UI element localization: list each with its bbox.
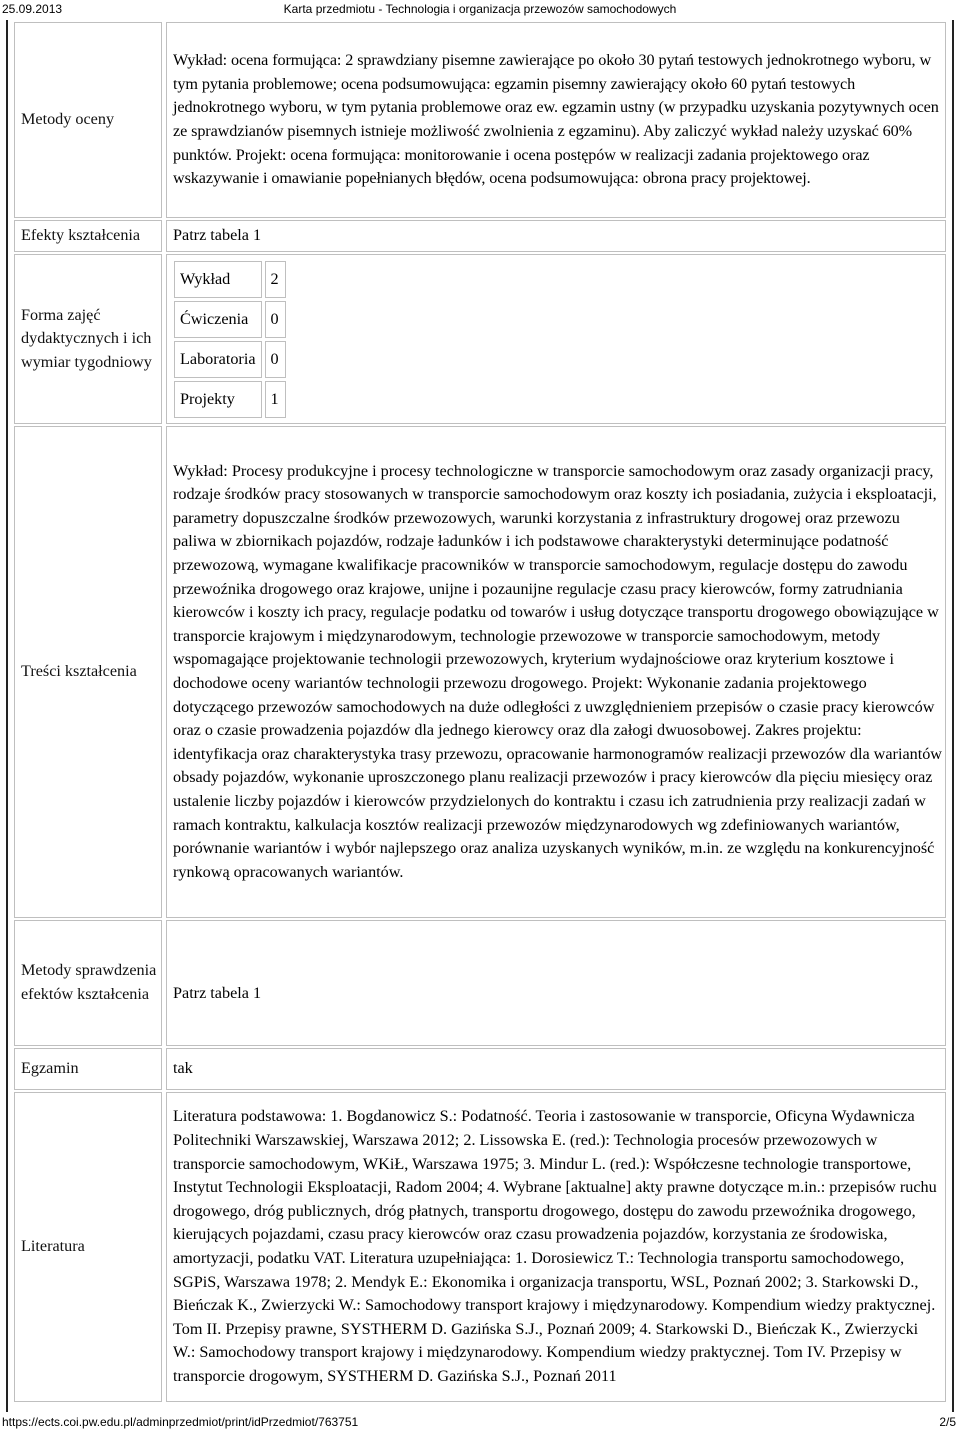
row-metody-sprawdzenia (14, 920, 946, 1046)
hours-value: 0 (265, 301, 286, 338)
hours-type: Ćwiczenia (174, 301, 262, 338)
hours-value: 1 (265, 381, 286, 418)
hours-table (171, 258, 289, 421)
hours-value: 2 (265, 261, 286, 298)
row-metody-oceny (14, 22, 946, 218)
value-metody-sprawdzenia: Patrz tabela 1 (166, 920, 946, 1046)
value-efekty: Patrz tabela 1 (166, 220, 946, 252)
label-egzamin: Egzamin (14, 1048, 162, 1090)
hours-row (174, 341, 286, 378)
print-date: 25.09.2013 (2, 2, 63, 16)
print-url: https://ects.coi.pw.edu.pl/adminprzedmiot/print/idPrzedmiot/763751 (2, 1415, 359, 1429)
row-forma-zajec (14, 254, 946, 424)
label-efekty: Efekty kształcenia (14, 220, 162, 252)
value-tresci: Wykład: Procesy produkcyjne i procesy technologiczne w transporcie samochodowym oraz zasady organizacji pracy, rodzaje środków pracy stosowanych w transporcie samochodowym oraz koszty ich posiadania, zużycia i eksploatacji, parametry dopuszczalne środków przewozowych, warunki korzystania z infrastruktury drogowej oraz przewozu paliwa w zbiornikach pojazdów, rodzaje ładunków i ich podstawowe charakterystyki determinujące podatność przewozową, wymagane kwalifikacje pracowników w transporcie samochodowym, regulacje dostępu do zawodu przewoźnika drogowego oraz krajowe, unijne i pozaunijne regulacje czasu pracy kierowców, formy zatrudniania kierowców i koszty ich pracy, regulacje podatku od towarów i usług dotyczące transportu drogowego obowiązujące w transporcie krajowym i międzynarodowym, technologie przewozowe w transporcie samochodowym, metody wspomagające projektowanie technologii przewozowych, kryterium wydajnościowe oraz kryterium kosztowe i dochodowe oceny wariantów technologii przewozu drogowego. Projekt: Wykonanie zadania projektowego dotyczącego przewozów samochodowych na duże odległości z uwzględnieniem przepisów o czasie pracy kierowców oraz o czasie prowadzenia pojazdów dla jednego kierowcy oraz dla załogi dwuosobowej. Zakres projektu: identyfikacja oraz charakterystyka trasy przewozu, opracowanie harmonogramów realizacji przewozów dla wariantów obsady pojazdów, wykonanie uproszczonego planu realizacji przewozów i pracy kierowców dla pięciu miesięcy oraz ustalenie liczby pojazdów i kierowców przydzielonych do kontraktu i czasu ich zatrudnienia przy realizacji zadań w ramach kontraktu, kalkulacja kosztów realizacji przewozów międzynarodowych wg zdefiniowanych wariantów, porównanie wariantów i wybór najlepszego oraz analiza uzyskanych wyników, m.in. ze względu na konkurencyjność rynkową opracowanych wariantów. (166, 426, 946, 918)
row-efekty (14, 220, 946, 252)
row-tresci (14, 426, 946, 918)
label-tresci: Treści kształcenia (14, 426, 162, 918)
page-number: 2/5 (939, 1415, 956, 1429)
right-page-edge (952, 20, 960, 1412)
course-card-table (10, 20, 950, 1404)
hours-type: Wykład (174, 261, 262, 298)
label-metody-sprawdzenia: Metody sprawdzenia efektów kształcenia (14, 920, 162, 1046)
row-literatura (14, 1092, 946, 1402)
left-page-edge (0, 20, 8, 1412)
value-metody-oceny: Wykład: ocena formująca: 2 sprawdziany pisemne zawierające po około 30 pytań testowych jednokrotnego wyboru, w tym pytania problemowe; ocena podsumowująca: egzamin pisemny zawierający około 60 pytań testowych jednokrotnego wyboru, w tym pytania problemowe oraz ew. egzamin ustny (w przypadku uzyskania pozytywnych ocen ze sprawdzianów pisemnych istnieje możliwość zwolnienia z egzaminu). Aby zaliczyć wykład należy uzyskać 60% punktów. Projekt: ocena formująca: monitorowanie i ocena postępów w realizacji zadania projektowego oraz wskazywanie i omawianie popełnianych błędów, ocena podsumowująca: obrona pracy projektowej. (166, 22, 946, 218)
value-forma-zajec (166, 254, 946, 424)
hours-row (174, 301, 286, 338)
value-literatura: Literatura podstawowa: 1. Bogdanowicz S.: Podatność. Teoria i zastosowanie w transporcie, Oficyna Wydawnicza Politechniki Warszawskiej, Warszawa 2012; 2. Lissowska E. (red.): Technologia procesów przewozowych w transporcie samochodowym, WKiŁ, Warszawa 1975; 3. Mindur L. (red.): Współczesne technologie transportowe, Instytut Technologii Eksploatacji, Radom 2004; 4. Wybrane [aktualne] akty prawne dotyczące m.in.: przepisów ruchu drogowego, dróg publicznych, dróg płatnych, transportu drogowego, dostępu do zawodu przewoźnika drogowego, kierujących pojazdami, czasu pracy kierowców oraz czasu prowadzenia pojazdów, korzystania ze środowiska, amortyzacji, podatku VAT. Literatura uzupełniająca: 1. Dorosiewicz T.: Technologia transportu samochodowego, SGPiS, Warszawa 1978; 2. Mendyk E.: Ekonomika i organizacja transportu, WSL, Poznań 2002; 3. Starkowski D., Bieńczak K., Zwierzycki W.: Samochodowy transport krajowy i międzynarodowy. Kompendium wiedzy praktycznej. Tom II. Przepisy prawne, SYSTHERM D. Gazińska S.J., Poznań 2009; 4. Starkowski D., Bieńczak K., Zwierzycki W.: Samochodowy transport krajowy i międzynarodowy. Kompendium wiedzy praktycznej. Tom IV. Przepisy w transporcie drogowym, SYSTHERM D. Gazińska S.J., Poznań 2011 (166, 1092, 946, 1402)
print-header (0, 0, 960, 18)
hours-row (174, 381, 286, 418)
row-egzamin (14, 1048, 946, 1090)
label-forma-zajec: Forma zajęć dydaktycznych i ich wymiar tygodniowy (14, 254, 162, 424)
value-egzamin: tak (166, 1048, 946, 1090)
hours-type: Laboratoria (174, 341, 262, 378)
print-footer (0, 1413, 960, 1431)
hours-value: 0 (265, 341, 286, 378)
label-metody-oceny: Metody oceny (14, 22, 162, 218)
label-literatura: Literatura (14, 1092, 162, 1402)
print-title: Karta przedmiotu - Technologia i organizacja przewozów samochodowych (283, 2, 677, 16)
hours-row (174, 261, 286, 298)
hours-type: Projekty (174, 381, 262, 418)
